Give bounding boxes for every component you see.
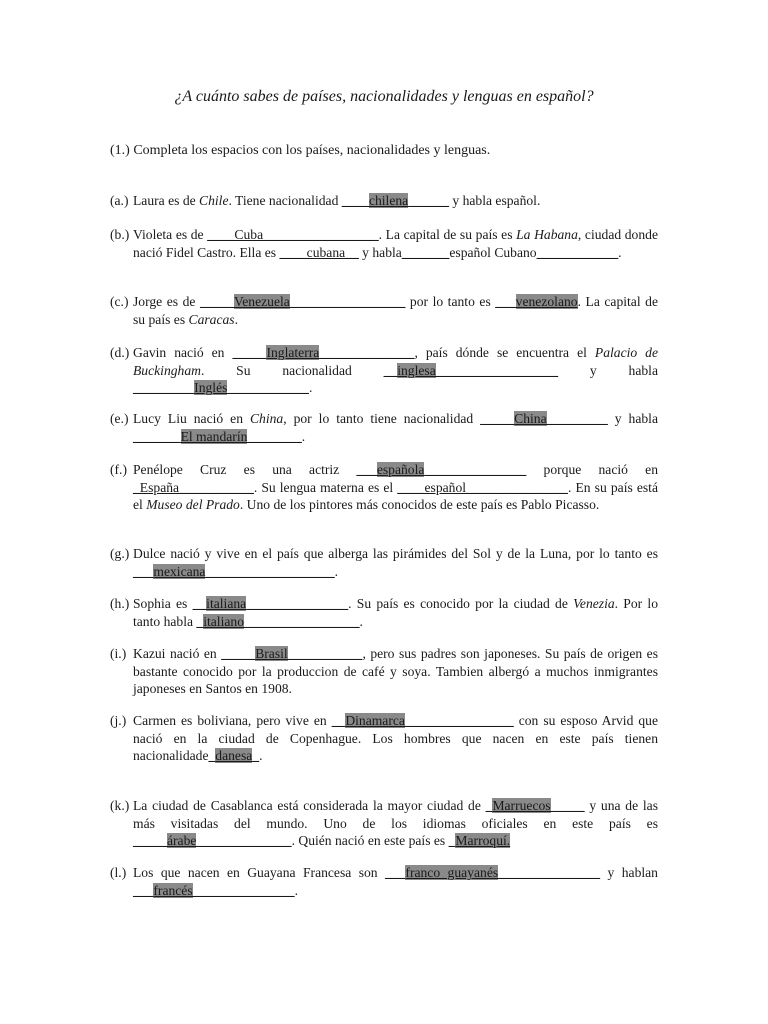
sentence-text: Violeta es de <box>133 227 208 242</box>
item-label: (d.) <box>110 345 130 360</box>
answer-blank: ______ <box>408 193 449 208</box>
exercise-item-e <box>110 410 658 445</box>
filled-answer: Venezuela <box>233 294 290 309</box>
exercise-item-h <box>110 595 658 630</box>
sentence-text: con su esposo Arvid que nació en la ciudad de Copenhague. Los hombres que nacen en este país tienen nacionalidade <box>133 713 658 763</box>
answer-blank: _________________ <box>244 613 360 629</box>
sentence-text: . <box>294 882 298 898</box>
item-label: (i.) <box>110 646 127 661</box>
answer-blank: _____ <box>133 833 167 848</box>
answer-blank: __________________ <box>435 362 559 378</box>
sentence-text: . En su país está el <box>133 479 658 512</box>
sentence-text: y habla <box>607 411 658 426</box>
sentence-text: China <box>249 411 284 426</box>
answer-blank: _______________ <box>498 865 601 880</box>
worksheet-title: ¿A cuánto sabes de países, nacionalidades y lenguas en español? <box>174 88 594 105</box>
answer-blank: ___ <box>356 462 377 477</box>
filled-answer: italiano <box>203 613 244 629</box>
answer-blank: _______________ <box>424 462 527 477</box>
item-text <box>133 864 658 899</box>
instruction-text: (1.) Completa los espacios con los países, nacionalidades y lenguas. <box>110 143 491 158</box>
filled-answer: chilena <box>368 193 409 208</box>
sentence-text: Palacio de Buckingham <box>133 345 658 378</box>
answer-blank: ______________ <box>196 833 292 848</box>
sentence-text: y hablan <box>600 865 658 880</box>
sentence-text: . Su lengua materna es el <box>253 479 398 495</box>
sentence-text: Venezia <box>573 596 615 611</box>
sentence-text: La ciudad de Casablanca está considerada la mayor ciudad de <box>133 798 486 813</box>
exercise-item-f <box>110 461 658 514</box>
filled-answer: Brasil <box>255 646 288 661</box>
item-text <box>133 192 658 210</box>
sentence-text: . <box>359 613 363 629</box>
answer-blank: _________ <box>546 411 608 426</box>
answer-blank: ____español_______________ <box>397 479 568 495</box>
item-text <box>133 645 658 698</box>
item-label: (e.) <box>110 411 129 426</box>
filled-answer: inglesa <box>397 362 436 378</box>
sentence-text: Sophia es <box>133 596 193 611</box>
sentence-text: , país dónde se encuentra el <box>414 345 595 360</box>
filled-answer: italiana <box>206 596 247 611</box>
sentence-text: Penélope Cruz es una actriz <box>133 462 357 477</box>
filled-answer: Inglés <box>194 380 228 395</box>
sentence-text: Lucy Liu nació en <box>133 411 250 426</box>
sentence-text: por lo tanto es <box>405 294 496 309</box>
sentence-text: Caracas <box>188 311 235 327</box>
answer-blank: _ <box>485 798 493 813</box>
exercise-item-l <box>110 864 658 899</box>
sentence-text: Museo del Prado <box>146 497 240 512</box>
item-text <box>133 410 658 445</box>
sentence-text: Jorge es de <box>133 294 200 309</box>
answer-blank: _______________ <box>246 596 349 611</box>
sentence-text: , ciudad donde nació Fidel Castro. Ella es <box>133 227 658 260</box>
exercise-item-d <box>110 344 658 397</box>
answer-blank: ____cubana__ <box>279 244 359 260</box>
answer-blank: _____ <box>480 411 515 426</box>
exercise-item-k <box>110 797 658 850</box>
answer-blank: ___ <box>133 563 154 579</box>
sentence-text: . <box>234 311 238 327</box>
sentence-text: . Uno de los pintores más conocidos de este país es Pablo Picasso. <box>239 497 600 512</box>
filled-answer: española <box>376 462 425 477</box>
answer-blank: ______________ <box>319 345 415 360</box>
item-text <box>133 797 658 850</box>
sentence-text: . <box>259 748 263 763</box>
sentence-text: . Por lo tanto habla <box>133 596 658 629</box>
item-label: (f.) <box>110 462 127 477</box>
exercise-item-j <box>110 712 658 765</box>
filled-answer: venezolano <box>515 294 578 309</box>
filled-answer: Marruecos <box>492 798 551 813</box>
sentence-text: . <box>618 244 622 260</box>
sentence-text: , por lo tanto tiene nacionalidad <box>283 411 481 426</box>
item-text <box>133 545 658 580</box>
exercise-item-a <box>110 192 658 210</box>
answer-blank: __ <box>383 362 398 378</box>
answer-blank: _______ <box>133 428 181 444</box>
sentence-text: . Tiene nacionalidad <box>228 193 342 208</box>
answer-blank: _ <box>252 748 260 763</box>
sentence-text: . La capital de su país es <box>378 227 517 242</box>
answer-blank: ___ <box>495 294 516 309</box>
answer-blank: _______________ <box>192 882 295 898</box>
answer-blank: ________________ <box>404 713 514 728</box>
answer-blank: ____________ <box>227 380 309 395</box>
item-label: (k.) <box>110 798 130 813</box>
answer-blank: _____ <box>221 646 256 661</box>
filled-answer: franco guayanés <box>405 865 499 880</box>
answer-blank: _____ <box>550 798 585 813</box>
answer-blank: _España___________ <box>133 479 254 495</box>
sentence-text: Kazui nació en <box>133 646 222 661</box>
filled-answer: Inglaterra <box>266 345 320 360</box>
filled-answer: Dinamarca <box>345 713 405 728</box>
sentence-text: , pero sus padres son japoneses. Su país de origen es bastante conocido por la produccion de café y soya. Tambien albergó a muchos inmigrantes japoneses en Santos en 1908. <box>133 646 658 696</box>
sentence-text: Carmen es boliviana, pero vive en <box>133 713 332 728</box>
item-label: (c.) <box>110 294 129 309</box>
item-text <box>133 712 658 765</box>
sentence-text: . Su nacionalidad <box>200 362 384 378</box>
item-label: (l.) <box>110 865 127 880</box>
item-text <box>133 293 658 328</box>
answer-blank: _____ <box>199 294 234 309</box>
sentence-text: y habla <box>558 362 658 378</box>
filled-answer: francés <box>153 882 193 898</box>
answer-blank: ___________________ <box>205 563 335 579</box>
filled-answer: mexicana <box>153 563 206 579</box>
answer-blank: ____________ <box>536 244 619 260</box>
sentence-text: La Habana <box>516 227 578 242</box>
filled-answer: árabe <box>166 833 197 848</box>
sentence-text: . La capital de su país es <box>133 294 658 327</box>
item-text <box>133 595 658 630</box>
answer-blank: __ <box>331 713 346 728</box>
item-label: (h.) <box>110 596 130 611</box>
exercise-item-c <box>110 293 658 328</box>
answer-blank: _________ <box>133 380 195 395</box>
answer-blank: ________ <box>247 428 302 444</box>
sentence-text: . <box>301 428 306 444</box>
item-text <box>133 344 658 397</box>
filled-answer: Marroquí. <box>455 833 511 848</box>
answer-blank: _ <box>196 613 204 629</box>
answer-blank: ____Cuba_________________ <box>207 227 379 242</box>
item-label: (g.) <box>110 546 130 561</box>
answer-blank: ___________ <box>287 646 363 661</box>
item-text <box>133 461 658 514</box>
answer-blank: _________________ <box>289 294 406 309</box>
exercise-item-i <box>110 645 658 698</box>
sentence-text: Chile <box>199 193 229 208</box>
item-text <box>133 226 658 261</box>
sentence-text: Gavin nació en <box>133 345 233 360</box>
exercise-item-b <box>110 226 658 261</box>
filled-answer: danesa <box>215 748 253 763</box>
sentence-text: . Su país es conocido por la ciudad de <box>348 596 574 611</box>
sentence-text: . <box>334 563 339 579</box>
exercise-item-g <box>110 545 658 580</box>
sentence-text: Los que nacen en Guayana Francesa son <box>133 865 386 880</box>
answer-blank: _______ <box>401 244 450 260</box>
sentence-text: y una de las más visitadas del mundo. Uno de los idiomas oficiales en este país es <box>133 798 658 831</box>
item-label: (a.) <box>110 193 129 208</box>
answer-blank: ___ <box>385 865 406 880</box>
sentence-text: porque nació en <box>526 462 658 477</box>
answer-blank: _____ <box>232 345 267 360</box>
sentence-text: Laura es de <box>133 193 200 208</box>
sentence-text: español Cubano <box>449 244 537 260</box>
answer-blank: ___ <box>133 882 154 898</box>
filled-answer: China <box>514 411 547 426</box>
filled-answer: El mandarín <box>180 428 248 444</box>
item-label: (b.) <box>110 227 130 242</box>
answer-blank: _ <box>448 833 456 848</box>
item-label: (j.) <box>110 713 127 728</box>
answer-blank: __ <box>192 596 207 611</box>
answer-blank: _ <box>208 748 216 763</box>
sentence-text: y habla <box>358 244 402 260</box>
answer-blank: ____ <box>341 193 369 208</box>
sentence-text: . Quién nació en este país es <box>291 833 449 848</box>
sentence-text: . <box>308 380 313 395</box>
sentence-text: Dulce nació y vive en el país que alberga las pirámides del Sol y de la Luna, por lo tanto es <box>133 546 658 561</box>
sentence-text: y habla español. <box>448 193 541 208</box>
